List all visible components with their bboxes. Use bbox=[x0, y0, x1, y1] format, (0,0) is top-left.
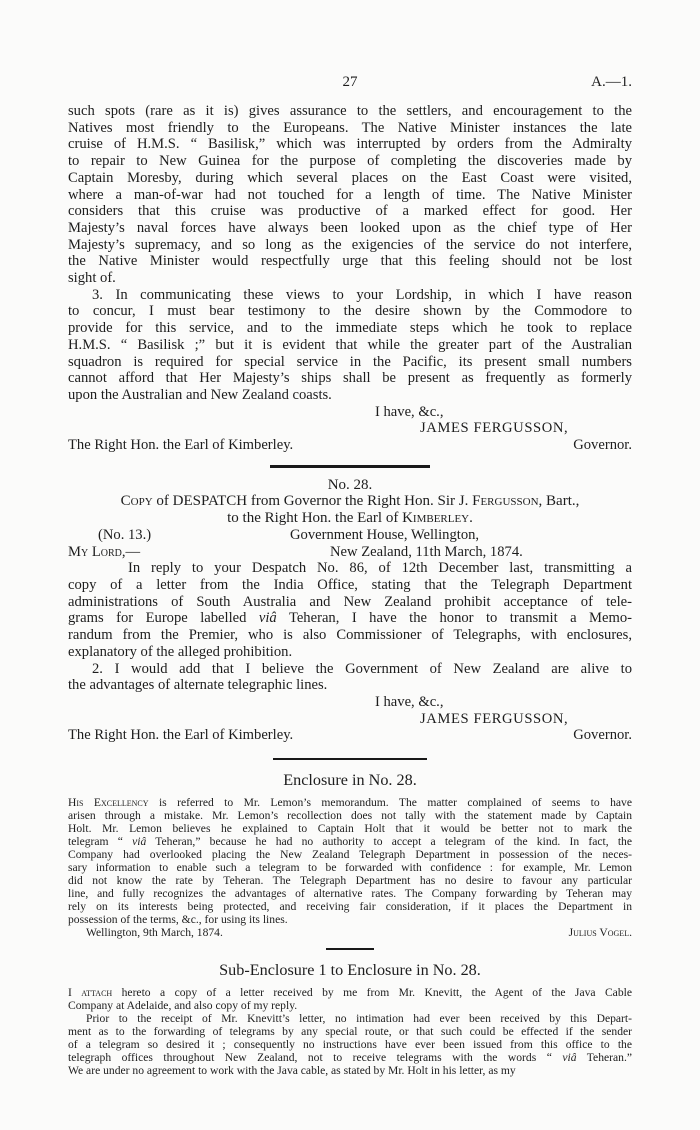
addressee: The Right Hon. the Earl of Kimberley. bbox=[68, 727, 294, 744]
paragraph bbox=[68, 1012, 632, 1077]
salutation: My Lord,— bbox=[68, 543, 141, 560]
addressee-row bbox=[68, 437, 632, 454]
text-line: sight of. bbox=[68, 270, 116, 287]
signature-name: Julius Vogel. bbox=[568, 926, 632, 940]
text-line: considers that this cruise was productive of a marked effect for good. Her bbox=[68, 203, 632, 220]
text-line: sary information to enable such a telegram to be forwarded with confidence : for example, Mr. Lemon bbox=[68, 860, 632, 874]
signature-name: JAMES FERGUSSON, bbox=[420, 710, 569, 727]
text-line: Majesty’s supremacy, and so long as the exigencies of the service do not interfere, bbox=[68, 236, 632, 253]
despatch-title-line-2: to the Right Hon. the Earl of Kimberley. bbox=[227, 510, 473, 527]
enclosure-heading: Enclosure in No. 28. bbox=[283, 771, 417, 790]
text-line: H.M.S. “ Basilisk ;” but it is evident that while the greater part of the Australian bbox=[68, 336, 632, 353]
despatch-continuation-section bbox=[68, 103, 632, 454]
text-line: copy of a letter from the India Office, stating that the Telegraph Department bbox=[68, 576, 632, 593]
text-line: randum from the Premier, who is also Commissioner of Telegraphs, with enclosures, bbox=[68, 627, 632, 644]
text-line: where a man-of-war had not touched for a length of time. The Native Minister bbox=[68, 186, 632, 203]
paragraph bbox=[68, 986, 632, 1012]
text-line: provide for this service, and to the immediate steps which he took to replace bbox=[68, 320, 632, 337]
paragraph bbox=[68, 661, 632, 694]
reference-number: (No. 13.) bbox=[98, 526, 152, 543]
addressee-row bbox=[68, 727, 632, 744]
signature-name: JAMES FERGUSSON, bbox=[420, 420, 569, 437]
text-line: Captain Moresby, during which several places on the East Coast were visited, bbox=[68, 169, 632, 186]
section-divider bbox=[270, 465, 430, 468]
paragraph bbox=[68, 796, 632, 926]
text-line: Prior to the receipt of Mr. Knevitt’s letter, no intimation had ever been received by this Depart- bbox=[86, 1012, 632, 1026]
text-line: telegraph offices throughout New Zealand, not to receive telegrams with the words “ viâ Teheran.” bbox=[68, 1051, 632, 1065]
text-line: to repair to New Guinea for the purpose of completing the discoveries made by bbox=[68, 153, 632, 170]
text-line: such spots (rare as it is) gives assurance to the settlers, and encouragement to the bbox=[68, 103, 632, 119]
text-line: We are under no agreement to work with the Java cable, as stated by Mr. Holt in his letter, as my bbox=[68, 1064, 516, 1078]
text-line: squadron is required for special service in the Pacific, its present small numbers bbox=[68, 353, 632, 370]
page-number: 27 bbox=[342, 74, 358, 90]
dateline: Wellington, 9th March, 1874. bbox=[86, 926, 223, 940]
paragraph bbox=[68, 287, 632, 404]
text-line: 3. In communicating these views to your Lordship, in which I have reason bbox=[92, 286, 632, 303]
text-line: explanatory of the alleged prohibition. bbox=[68, 643, 293, 660]
place-line-1: Government House, Wellington, bbox=[290, 526, 480, 543]
valediction: I have, &c., bbox=[375, 403, 444, 420]
text-line: of a telegram so desired it ; consequently no instructions have ever been issued from this office to the bbox=[68, 1038, 632, 1052]
section-divider bbox=[273, 758, 427, 760]
text-line: to concur, I must bear testimony to the desire shown by the Commodore to bbox=[68, 303, 632, 320]
text-line: ment as to the forwarding of telegrams by any special route, or that such could be effected if the sender bbox=[68, 1025, 632, 1039]
text-line: the advantages of alternate telegraphic lines. bbox=[68, 677, 328, 694]
text-line: 2. I would add that I believe the Government of New Zealand are alive to bbox=[92, 660, 632, 677]
reference-line bbox=[68, 527, 632, 544]
text-line: I attach hereto a copy of a letter received by me from Mr. Knevitt, the Agent of the Java Cable bbox=[68, 985, 632, 999]
text-line: did not know the rate by Teheran. The Telegraph Department has no desire to favour any particular bbox=[68, 874, 632, 887]
text-line: cannot afford that Her Majesty’s ships shall be present as frequently as formerly bbox=[68, 370, 632, 387]
enclosure-section bbox=[68, 772, 632, 939]
signature-title: Governor. bbox=[573, 727, 632, 744]
sub-enclosure-heading: Sub-Enclosure 1 to Enclosure in No. 28. bbox=[219, 961, 481, 980]
publication-code: A.—1. bbox=[591, 74, 632, 90]
text-line: cruise of H.M.S. “ Basilisk,” which was interrupted by orders from the Admiralty bbox=[68, 136, 632, 153]
text-line: In reply to your Despatch No. 86, of 12th December last, transmitting a bbox=[128, 560, 632, 577]
despatch-no-28-section bbox=[68, 477, 632, 744]
text-line: His Excellency is referred to Mr. Lemon’s memorandum. The matter complained of seems to have bbox=[68, 795, 632, 809]
text-line: Holt. Mr. Lemon believes he explained to Captain Holt that it would be better not to mark the bbox=[68, 821, 632, 835]
section-divider bbox=[326, 948, 374, 950]
text-line: telegram “ viâ Teheran,” because he had no authority to accept a telegram of the kind. In fact, the bbox=[68, 834, 633, 848]
signature-title: Governor. bbox=[573, 437, 632, 454]
paragraph bbox=[68, 560, 632, 660]
text-line: upon the Australian and New Zealand coasts. bbox=[68, 386, 332, 403]
text-line: Company at Adelaide, and also copy of my reply. bbox=[68, 998, 298, 1012]
text-line: possession of the terms, &c., for using its lines. bbox=[68, 913, 288, 927]
text-line: arisen through a mistake. Mr. Lemon’s recollection does not tally with the statement made by Captain bbox=[68, 808, 632, 822]
place-line-2: New Zealand, 11th March, 1874. bbox=[330, 543, 523, 560]
despatch-number-heading: No. 28. bbox=[327, 476, 373, 493]
paragraph bbox=[68, 103, 632, 287]
dateline-row bbox=[68, 926, 632, 939]
text-line: Majesty’s naval forces have always been looked upon as the chief type of Her bbox=[68, 219, 632, 236]
text-line: line, and fully recognizes the advantages of alternative rates. The Company forwarding by Teheran may bbox=[68, 887, 632, 901]
salutation-line bbox=[68, 544, 632, 561]
text-line: rely on its interests being protected, and receiving fair consideration, if it places the Department in bbox=[68, 900, 632, 914]
sub-enclosure-section bbox=[68, 962, 632, 1077]
text-line: Company had overlooked placing the New Zealand Telegraph Department in possession of the neces- bbox=[68, 847, 632, 861]
text-column bbox=[68, 74, 632, 1077]
valediction: I have, &c., bbox=[375, 693, 444, 710]
text-line: grams for Europe labelled viâ Teheran, I have the honor to transmit a Memo- bbox=[68, 610, 633, 627]
page-header bbox=[68, 74, 632, 92]
despatch-title-line-1: Copy of DESPATCH from Governor the Right Hon. Sir J. Fergusson, Bart., bbox=[120, 493, 580, 510]
text-line: Natives most friendly to the Europeans. The Native Minister instances the late bbox=[68, 119, 632, 136]
text-line: administrations of South Australia and New Zealand prohibit acceptance of tele- bbox=[68, 593, 632, 610]
text-line: the Native Minister would respectfully urge that this feeling should not be lost bbox=[68, 253, 632, 270]
addressee: The Right Hon. the Earl of Kimberley. bbox=[68, 437, 294, 454]
